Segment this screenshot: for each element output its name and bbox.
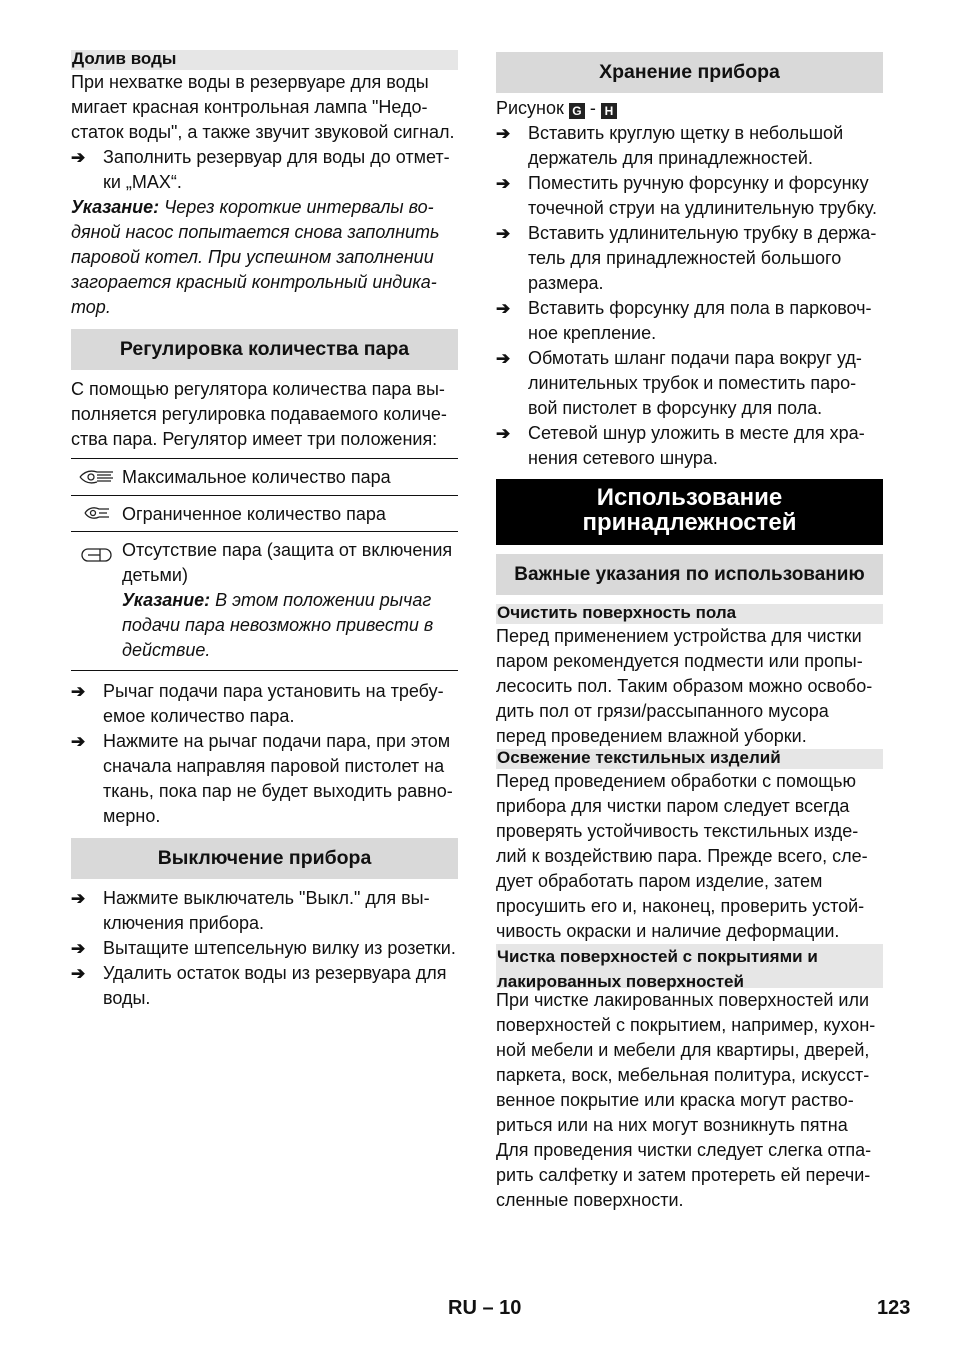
text-line: загорается красный контрольный индика- — [71, 272, 437, 292]
text-line: В этом положении рычаг — [210, 590, 432, 610]
text-line: Нажмите выключатель "Выкл." для вы- — [103, 888, 430, 908]
off-bullets — [71, 886, 458, 1011]
title-line: Использование — [596, 484, 783, 511]
steam-bullets — [71, 679, 458, 829]
text-line: Через короткие интервалы во- — [159, 197, 434, 217]
arrow-right-icon: ➔ — [71, 889, 86, 908]
footer-section-label: RU – 10 — [448, 1297, 522, 1319]
list-item — [496, 346, 883, 421]
text-line: Нажмите на рычаг подачи пара, при этом — [103, 731, 451, 751]
list-item — [71, 145, 458, 195]
list-item — [496, 171, 883, 221]
textile-text — [496, 769, 883, 944]
text-line: лесосить пол. Таким образом можно освобо- — [496, 676, 873, 696]
textile-title: Освежение текстильных изделий — [496, 749, 883, 769]
water-note — [71, 195, 458, 320]
switch-off-title: Выключение прибора — [71, 838, 458, 879]
text-line: ткань, пока пар не будет выходить равно- — [103, 781, 453, 801]
figure-label-g: G — [569, 103, 585, 119]
text-line: тор. — [71, 297, 111, 317]
arrow-right-icon: ➔ — [496, 349, 511, 368]
steam-positions-table — [71, 458, 458, 671]
title-line: принадлежностей — [582, 509, 797, 536]
text-line: мерно. — [103, 806, 161, 826]
text-line: дует обработать паром изделие, затем — [496, 871, 823, 891]
steam-control-title: Регулировка количества пара — [71, 329, 458, 370]
text-line: сленные поверхности. — [496, 1190, 684, 1210]
figure-prefix: Рисунок — [496, 98, 564, 118]
text-line: паркета, воск, мебельная политура, искусст- — [496, 1065, 870, 1085]
figure-label-h: H — [601, 103, 617, 119]
arrow-right-icon: ➔ — [496, 224, 511, 243]
steam-max-icon — [71, 465, 122, 489]
page-number: 123 — [877, 1297, 911, 1319]
text-line: полняется регулировка подаваемого количе- — [71, 404, 447, 424]
text-line: размера. — [528, 273, 604, 293]
text-line: Обмотать шланг подачи пара вокруг уд- — [528, 348, 862, 368]
text-line: Вставить удлинительную трубку в держа- — [528, 223, 877, 243]
arrow-right-icon: ➔ — [496, 124, 511, 143]
text-line: чивость окраски и наличие деформации. — [496, 921, 840, 941]
text-line: прибора для чистки паром следует всегда — [496, 796, 850, 816]
list-item — [71, 936, 458, 961]
floor-cleaning-title: Очистить поверхность пола — [496, 604, 883, 624]
figure-reference — [496, 96, 883, 121]
text-line: Поместить ручную форсунку и форсунку — [528, 173, 869, 193]
list-item — [71, 679, 458, 729]
table-row — [71, 495, 458, 531]
list-item — [496, 121, 883, 171]
text-line: подачи пара невозможно привести в — [122, 615, 434, 635]
list-item — [71, 961, 458, 1011]
arrow-right-icon: ➔ — [71, 732, 86, 751]
arrow-right-icon: ➔ — [496, 299, 511, 318]
water-refill-title: Долив воды — [71, 50, 458, 70]
floor-cleaning-text — [496, 624, 883, 749]
storage-title: Хранение прибора — [496, 52, 883, 93]
text-line: Заполнить резервуар для воды до отмет- — [103, 147, 450, 167]
text-line: паровой котел. При успешном заполнении — [71, 247, 434, 267]
text-line: ное крепление. — [528, 323, 657, 343]
right-column — [496, 52, 883, 1213]
steam-off-child-lock-icon — [71, 538, 122, 564]
coated-surfaces-title — [496, 944, 883, 991]
important-notes-title: Важные указания по использованию — [496, 554, 883, 595]
text-line: При чистке лакированных поверхностей или — [496, 990, 870, 1010]
arrow-right-icon: ➔ — [71, 148, 86, 167]
water-refill-text — [71, 70, 458, 145]
text-line: дяной насос попытается снова заполнить — [71, 222, 440, 242]
left-column — [71, 50, 458, 1011]
text-line: емое количество пара. — [103, 706, 295, 726]
text-line: перед проведением влажной уборки. — [496, 726, 807, 746]
text-line: проверять устойчивость текстильных изде- — [496, 821, 859, 841]
list-item — [496, 221, 883, 296]
text-line: точечной струи на удлинительную трубку. — [528, 198, 877, 218]
text-line: Рычаг подачи пара установить на требу- — [103, 681, 444, 701]
text-line: С помощью регулятора количества пара вы- — [71, 379, 445, 399]
text-line: Для проведения чистки следует слегка отпа- — [496, 1140, 872, 1160]
arrow-right-icon: ➔ — [496, 424, 511, 443]
text-line: линительных трубок и поместить паро- — [528, 373, 857, 393]
text-line: детьми) — [122, 565, 188, 585]
text-line: ки „MAX“. — [103, 172, 182, 192]
storage-bullets — [496, 121, 883, 471]
text-line: При нехватке воды в резервуаре для воды — [71, 72, 429, 92]
text-line: Вставить форсунку для пола в парковоч- — [528, 298, 872, 318]
steam-intro — [71, 377, 458, 452]
text-line: венное покрытие или краска могут раство- — [496, 1090, 854, 1110]
text-line: дить пол от грязи/рассыпанного мусора — [496, 701, 829, 721]
text-line: Отсутствие пара (защита от включения — [122, 540, 453, 560]
arrow-right-icon: ➔ — [71, 964, 86, 983]
arrow-right-icon: ➔ — [71, 939, 86, 958]
text-line: сначала направляя паровой пистолет на — [103, 756, 445, 776]
text-line: риться или на них могут возникнуть пятна — [496, 1115, 848, 1135]
arrow-right-icon: ➔ — [71, 682, 86, 701]
text-line: ства пара. Регулятор имеет три положения: — [71, 429, 438, 449]
coated-surfaces-text — [496, 988, 883, 1213]
text-line: нения сетевого шнура. — [528, 448, 718, 468]
list-item — [71, 886, 458, 936]
text-line: поверхностей с покрытием, например, кухон- — [496, 1015, 876, 1035]
figure-dash: - — [584, 98, 601, 118]
text-line: тель для принадлежностей большого — [528, 248, 842, 268]
title-line: Чистка поверхностей с покрытиями и — [497, 947, 818, 966]
arrow-right-icon: ➔ — [496, 174, 511, 193]
list-item — [496, 421, 883, 471]
text-line: мигает красная контрольная лампа "Недо- — [71, 97, 428, 117]
text-line: лий к воздействию пара. Прежде всего, сле- — [496, 846, 868, 866]
steam-off-cell — [122, 538, 458, 663]
table-row — [71, 459, 458, 495]
title-line: лакированных поверхностей — [497, 972, 744, 991]
text-line: вой пистолет в форсунку для пола. — [528, 398, 823, 418]
text-line: Перед применением устройства для чистки — [496, 626, 862, 646]
note-label: Указание: — [71, 197, 160, 217]
accessories-section-title — [496, 479, 883, 545]
text-line: Вставить круглую щетку в небольшой — [528, 123, 844, 143]
list-item — [496, 296, 883, 346]
text-line: просушить его и, наконец, проверить устой- — [496, 896, 865, 916]
text-line: Удалить остаток воды из резервуара для — [103, 963, 447, 983]
steam-max-label: Максимальное количество пара — [122, 467, 391, 487]
text-line: Перед проведением обработки с помощью — [496, 771, 856, 791]
text-line: Сетевой шнур уложить в месте для хра- — [528, 423, 865, 443]
text-line: статок воды", а также звучит звуковой сигнал. — [71, 122, 455, 142]
steam-limited-label: Ограниченное количество пара — [122, 504, 386, 524]
note-label: Указание: — [122, 590, 211, 610]
text-line: рить салфетку и затем протереть ей перечи- — [496, 1165, 871, 1185]
steam-limited-icon — [71, 502, 122, 524]
table-row — [71, 531, 458, 670]
text-line: ной мебели и мебели для квартиры, дверей, — [496, 1040, 870, 1060]
text-line: воды. — [103, 988, 151, 1008]
text-line: паром рекомендуется подмести или пропы- — [496, 651, 863, 671]
list-item — [71, 729, 458, 829]
text-line: Вытащите штепсельную вилку из розетки. — [103, 938, 456, 958]
text-line: держатель для принадлежностей. — [528, 148, 813, 168]
text-line: действие. — [122, 640, 211, 660]
text-line: ключения прибора. — [103, 913, 264, 933]
